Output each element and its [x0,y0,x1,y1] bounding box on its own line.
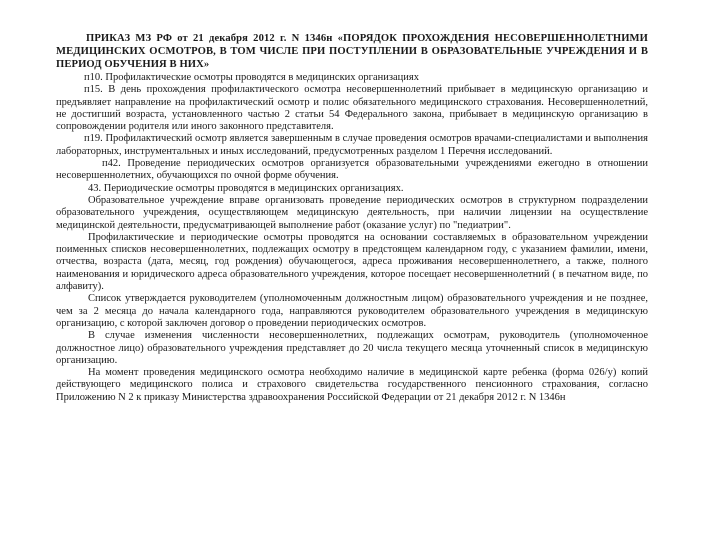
title-text: ПРИКАЗ МЗ РФ от 21 декабря 2012 г. N 1346н «ПОРЯДОК ПРОХОЖДЕНИЯ НЕСОВЕРШЕННОЛЕТНИМИ МЕДИЦИНСКИХ ОСМОТРОВ, В ТОМ ЧИСЛЕ ПРИ ПОСТУПЛЕНИИ В ОБРАЗОВАТЕЛЬНЫЕ УЧРЕЖДЕНИЯ И В ПЕРИОД ОБУЧЕНИЯ В НИХ» [56,33,648,70]
paragraph-medical-card: На момент проведения медицинского осмотра необходимо наличие в медицинской карте ребенка (форма 026/у) копий действующего медицинского полиса и страхового свидетельства государственного пенсионного страхования, согласно Приложению N 2 к приказу Министерства здравоохранения Российской Федерации от 21 декабря 2012 г. N 1346н [56,367,648,403]
paragraph-structural-unit: Образовательное учреждение вправе организовать проведение периодических осмотров в структурном подразделении образовательного учреждения, осуществляющем медицинскую деятельность, при наличии лицензии на осуществление медицинской деятельности, предусматривающей выполнение работ (оказание услуг) по "педиатрии". [56,194,648,231]
paragraph-43: 43. Периодические осмотры проводятся в медицинских организациях. [88,182,404,194]
paragraph-p15: п15. В день прохождения профилактического осмотра несовершеннолетний прибывает в медицинскую организацию и предъявляет направление на профилактический осмотр и полис обязательного медицинского страхования. Несовершеннолетний, не достигший возраста, установленного частью 2 статьи 54 Федерального закона, прибывает в медицинскую организацию в сопровождении родителя или иного законного представителя. [56,84,648,133]
paragraph-p10: п10. Профилактические осмотры проводятся в медицинских организациях [84,72,420,83]
paragraph-list-approval: Список утверждается руководителем (уполномоченным должностным лицом) образовательного учреждения и не позднее, чем за 2 месяца до начала календарного года, направляются руководителем образовательного учреждения в медицинскую организацию, с которой заключен договор о проведении периодических осмотров. [56,293,648,329]
paragraph-p42: п42. Проведение периодических осмотров организуется образовательными учреждениями ежегодно в отношении несовершеннолетних, обучающихся по очной форме обучения. [56,158,648,182]
paragraph-p19: п19. Профилактический осмотр является завершенным в случае проведения осмотров врачами-специалистами и выполнения лабораторных, инструментальных и иных исследований, предусмотренных разделом 1 Перечня исследований. [56,133,648,157]
document-title [56,32,648,71]
paragraph-changes: В случае изменения численности несовершеннолетних, подлежащих осмотрам, руководитель (уполномоченное должностное лицо) образовательного учреждения представляет до 20 числа текущего месяца уточненный список в медицинскую организацию. [56,330,648,366]
document-page [56,32,648,404]
paragraph-lists: Профилактические и периодические осмотры проводятся на основании составляемых в образовательном учреждении поименных списков несовершеннолетних, подлежащих осмотру в предстоящем календарном году, с указанием фамилии, имени, отчества, возраста (дата, месяц, год рождения) обучающегося, адреса проживания несовершеннолетнего, а также, полного наименования и юридического адреса образовательного учреждения, которое посещает несовершеннолетний ( в печатном виде, по алфавиту). [56,231,648,293]
